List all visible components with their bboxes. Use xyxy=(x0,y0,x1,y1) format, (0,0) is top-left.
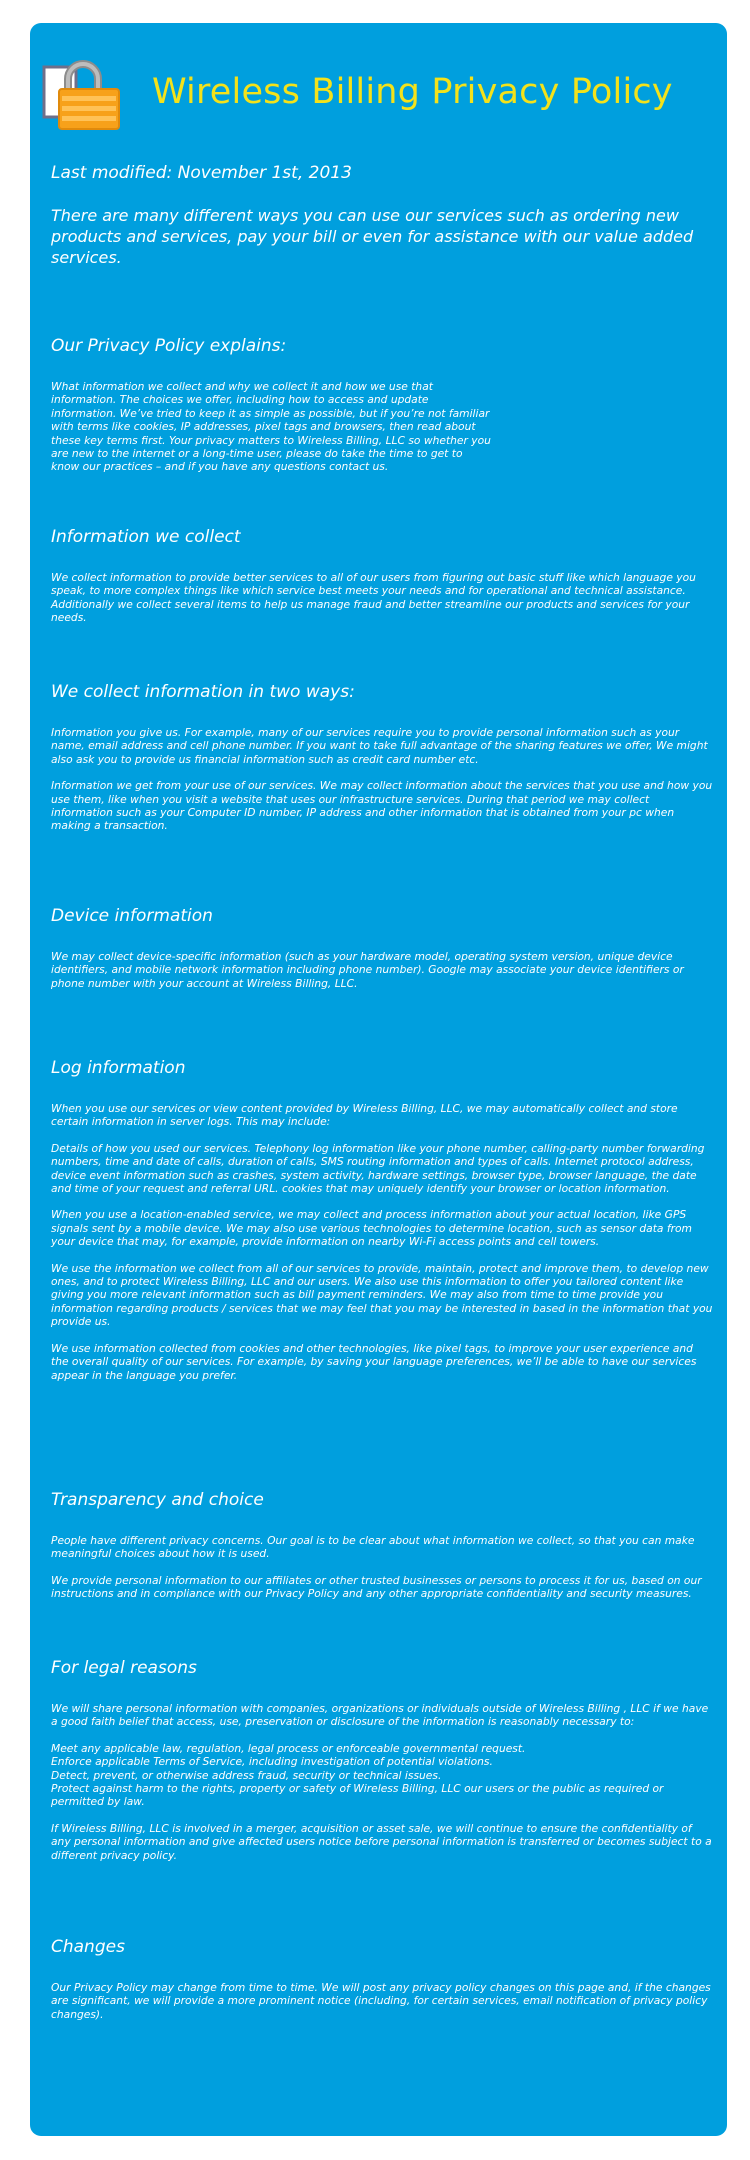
section-paragraph: We provide personal information to our affiliates or other trusted businesses or persons to process it for us, based on our instructions and in compliance with our Privacy Policy and any other appropriate confidentiality and security measures. xyxy=(51,1573,702,1601)
section-transparency-and-choice xyxy=(51,1488,713,1601)
section-paragraph: If Wireless Billing, LLC is involved in a merger, acquisition or asset sale, we will continue to ensure the confidentiality of any personal information and give affected users notice before personal information is transferred or becomes subject to a different privacy policy. xyxy=(51,1821,712,1862)
policy-panel xyxy=(30,23,727,2136)
section-paragraph: Details of how you used our services. Telephony log information like your phone number, calling-party number forwarding numbers, time and date of calls, duration of calls, SMS routing information and types of calls. Internet protocol address, device event information such as crashes, system activity, hardware settings, browser type, browser language, the date and time of your request and referral URL. cookies that may uniquely identify your browser or location information. xyxy=(51,1141,705,1196)
section-heading: Our Privacy Policy explains: xyxy=(51,336,287,356)
section-legal-reasons xyxy=(51,1656,713,1862)
section-heading: For legal reasons xyxy=(51,1658,197,1678)
section-paragraph: What information we collect and why we collect it and how we use that information. The choices we offer, including how to access and update information. We’ve tried to keep it as simple as possible, but if you’re not familiar with terms like cookies, IP addresses, pixel tags and browsers, then read about these key terms first. Your privacy matters to Wireless Billing, LLC so whether you are new to the internet or a long-time user, please do take the time to get to know our practices – and if you have any questions contact us. xyxy=(51,380,491,474)
section-log-information xyxy=(51,1056,713,1382)
page-title: Wireless Billing Privacy Policy xyxy=(152,72,673,112)
section-heading: Log information xyxy=(51,1058,186,1078)
section-heading: Device information xyxy=(51,906,213,926)
section-paragraph: When you use our services or view content provided by Wireless Billing, LLC, we may automatically collect and store certain information in server logs. This may include: xyxy=(51,1102,678,1129)
section-paragraph: When you use a location-enabled service, we may collect and process information about your actual location, like GPS signals sent by a mobile device. We may also use various technologies to determine location, such as sensor data from your device that may, for example, provide information on nearby Wi-Fi access points and cell towers. xyxy=(51,1208,692,1249)
intro-text: There are many different ways you can use our services such as ordering new products and services, pay your bill or even for assistance with our value added services. xyxy=(51,206,694,267)
section-paragraph: We will share personal information with companies, organizations or individuals outside of Wireless Billing , LLC if we have a good faith belief that access, use, preservation or disclosure of the information is reasonably necessary to: xyxy=(51,1702,709,1729)
section-two-ways xyxy=(51,680,713,833)
page-header xyxy=(42,55,712,135)
section-heading: Information we collect xyxy=(51,527,241,547)
section-paragraph: People have different privacy concerns. Our goal is to be clear about what information we collect, so that you can make meaningful choices about how it is used. xyxy=(51,1534,695,1561)
section-paragraph: Meet any applicable law, regulation, legal process or enforceable governmental request. Enforce applicable Terms of Service, including investigation of potential violations. Detect, prevent, or otherwise address fraud, security or technical issues. Protect against harm to the rights, property or safety of Wireless Billing, LLC our users or the public as required or permitted by law. xyxy=(51,1741,664,1809)
section-paragraph: We may collect device-specific information (such as your hardware model, operating system version, unique device identifiers, and mobile network information including phone number). Google may associate your device identifiers or phone number with your account at Wireless Billing, LLC. xyxy=(51,950,684,990)
section-paragraph: We collect information to provide better services to all of our users from figuring out basic stuff like which language you speak, to more complex things like which service best meets your needs and for operational and technical assistance. Additionally we collect several items to help us manage fraud and better streamline our products and services for your needs. xyxy=(51,571,696,625)
section-heading: We collect information in two ways: xyxy=(51,682,355,702)
section-heading: Transparency and choice xyxy=(51,1490,264,1510)
section-changes xyxy=(51,1935,713,2021)
last-modified: Last modified: November 1st, 2013 xyxy=(51,163,352,183)
section-paragraph: Information we get from your use of our services. We may collect information about the services that you use and how you use them, like when you visit a website that uses our infrastructure services. During that period we may collect information such as your Computer ID number, IP address and other information that is obtained from your pc when making a transaction. xyxy=(51,779,713,833)
section-privacy-policy-explains xyxy=(51,334,713,474)
section-paragraph: Information you give us. For example, many of our services require you to provide personal information such as your name, email address and cell phone number. If you want to take full advantage of the sharing features we offer, We might also ask you to provide us financial information such as credit card number etc. xyxy=(51,726,708,766)
section-paragraph: Our Privacy Policy may change from time to time. We will post any privacy policy changes on this page and, if the changes are significant, we will provide a more prominent notice (including, for certain services, email notification of privacy policy changes). xyxy=(51,1981,711,2021)
section-paragraph: We use information collected from cookies and other technologies, like pixel tags, to improve your user experience and the overall quality of our services. For example, by saving your language preferences, we’ll be able to have our services appear in the language you prefer. xyxy=(51,1341,697,1382)
section-device-information xyxy=(51,904,713,990)
section-paragraph: We use the information we collect from all of our services to provide, maintain, protect and improve them, to develop new ones, and to protect Wireless Billing, LLC and our users. We also use this information to offer you tailored content like giving you more relevant information such as bill payment reminders. We may also from time to time provide you information regarding products / services that we may feel that you may be interested in based in the information that you provide us. xyxy=(51,1261,713,1329)
padlock-icon xyxy=(42,55,124,133)
section-information-we-collect xyxy=(51,525,713,625)
section-heading: Changes xyxy=(51,1937,125,1957)
